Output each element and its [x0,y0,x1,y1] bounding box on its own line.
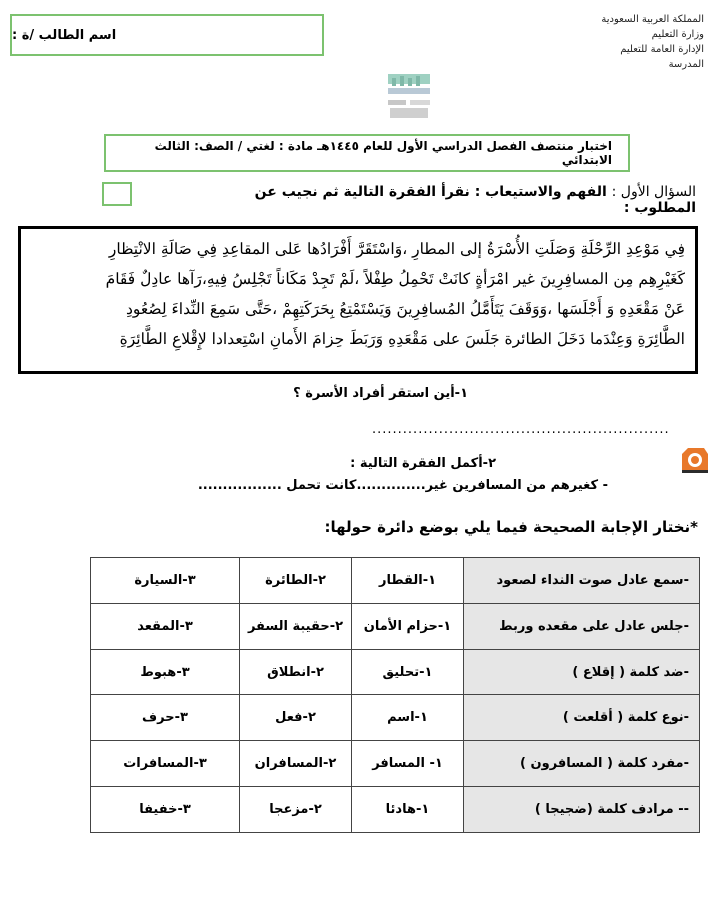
header-line-country: المملكة العربية السعودية [601,14,704,25]
mcq-stem: -نوع كلمة ( أقلعت ) [464,695,700,741]
mcq-option-2[interactable]: ٢-الطائرة [240,558,352,604]
mcq-stem: -- مرادف كلمة (ضجيجا ) [464,787,700,833]
question-1-section: الفهم والاستيعاب [485,184,607,200]
mcq-option-2[interactable]: ٢-فعل [240,695,352,741]
answer-line[interactable]: .......................................................... [372,422,670,437]
mcq-option-1[interactable]: ١-حزام الأمان [352,603,464,649]
student-name-box[interactable] [10,14,324,56]
student-name-label: اسم الطالب /ة : [12,27,117,43]
mcq-option-1[interactable]: ١-تحليق [352,649,464,695]
header-line-admin: الإدارة العامة للتعليم [620,44,704,55]
reading-passage [18,226,698,374]
question-1-instruction: : نقرأ الفقرة التالية ثم نجيب عن المطلوب : [254,184,696,216]
table-row [91,741,700,787]
mcq-option-3[interactable]: ٣-السيارة [91,558,240,604]
mcq-option-1[interactable]: ١-القطار [352,558,464,604]
school-header [574,12,704,72]
mcq-option-2[interactable]: ٢-مزعجا [240,787,352,833]
mcq-option-3[interactable]: ٣-المسافرات [91,741,240,787]
mcq-heading: *نختار الإجابة الصحيحة فيما يلي بوضع دائرة حولها: [324,518,698,536]
passage-line: الطَّائِرَةِ وَعِنْدَما دَخَلَ الطائرة جَلَسَ على مَقْعَدِهِ وَرَبَطَ حِزامَ الأَمانِ اسْتِعدادا لإِقْلاعِ الطَّائِرَةِ [119,330,685,348]
exam-title-box [104,134,630,172]
mcq-table [90,557,700,833]
mcq-option-3[interactable]: ٣-حرف [91,695,240,741]
mcq-option-1[interactable]: ١-هادئا [352,787,464,833]
question-1-heading [226,184,696,216]
mcq-option-2[interactable]: ٢-المسافران [240,741,352,787]
mcq-option-1[interactable]: ١- المسافر [352,741,464,787]
table-row [91,558,700,604]
header-line-school: المدرسة [668,59,704,70]
score-box[interactable] [102,182,132,206]
table-row [91,695,700,741]
mcq-stem: -جلس عادل على مقعده وربط [464,603,700,649]
camera-logo-icon [676,440,714,478]
question-complete: ٢-أكمل الفقرة التالية : [350,456,496,471]
table-row [91,603,700,649]
passage-line: عَنْ مَقْعَدِهِ وَ أَجْلَسَها ،وَوَقَفَ يَتَأَمَّلُ المُسافِرِينَ وَيَسْتَمْتِعُ بِحَرَكَتِهِمْ ،حَتَّى سَمِعَ النِّداءَ لِصُعُودِ [126,300,685,318]
header-line-ministry: وزارة التعليم [651,29,704,40]
exam-title: اختبار منتصف الفصل الدراسي الأول للعام ١٤٤٥هـ مادة : لغتي / الصف: الثالث الابتدائي [154,139,612,167]
table-row [91,787,700,833]
mcq-stem: -سمع عادل صوت النداء لصعود [464,558,700,604]
question-where: ١-أين استقر أفراد الأسرة ؟ [293,386,468,401]
passage-line: كَغَيْرِهِم مِن المسافِرِينَ غير امْرَأةٍ كانَتْ تَحْمِلُ طِفْلاً ،لَمْ تَجِدْ مَكَاناً تَجْلِسُ فِيهِ،رَآها عادِلٌ فَقَامَ [105,270,685,288]
mcq-option-2[interactable]: ٢-انطلاق [240,649,352,695]
passage-line: فِي مَوْعِدِ الرِّحْلَةِ وَصَلَتِ الأُسْرَةُ إلى المطارِ ،وَاسْتَقَرَّ أَفْرَادُها عَلى المقاعِدِ فِي صَالَةِ الانْتِظارِ [108,240,685,258]
ministry-logo-icon [382,70,436,124]
mcq-option-2[interactable]: ٢-حقيبة السفر [240,603,352,649]
mcq-stem: -مفرد كلمة ( المسافرون ) [464,741,700,787]
mcq-option-3[interactable]: ٣-المقعد [91,603,240,649]
mcq-option-3[interactable]: ٣-هبوط [91,649,240,695]
complete-sentence[interactable]: - كغيرهم من المسافرين غير..............كانت تحمل ................. [197,478,608,493]
table-row [91,649,700,695]
mcq-stem: -ضد كلمة ( إقلاع ) [464,649,700,695]
mcq-option-3[interactable]: ٣-خفيفا [91,787,240,833]
question-1-prefix: السؤال الأول : [611,184,696,200]
mcq-option-1[interactable]: ١-اسم [352,695,464,741]
